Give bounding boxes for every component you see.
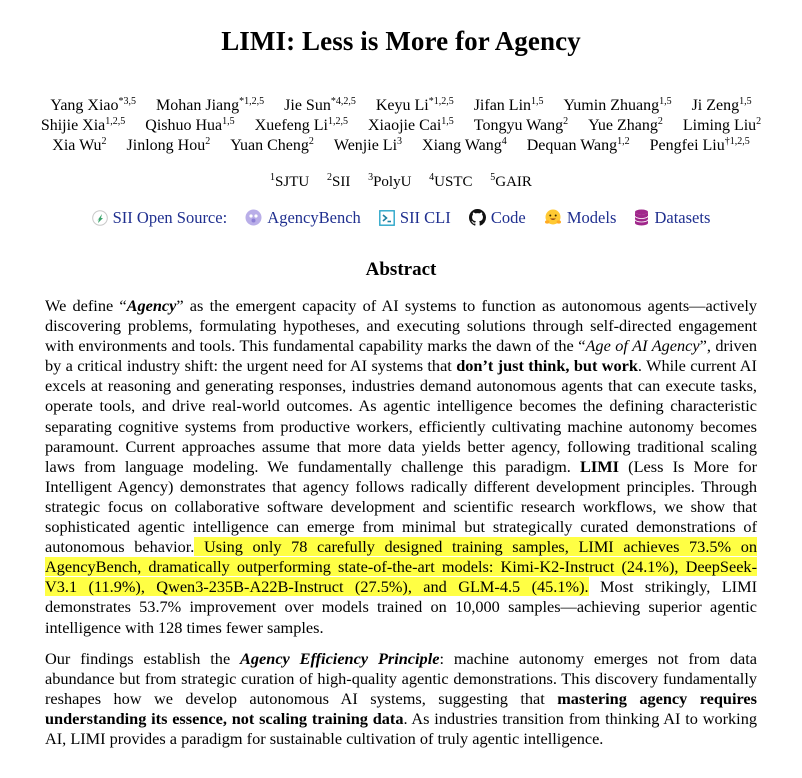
resource-links bbox=[0, 208, 802, 228]
models-link[interactable]: Models bbox=[544, 208, 617, 228]
author: Xia Wu$^2$ bbox=[52, 136, 107, 154]
database-icon bbox=[634, 209, 649, 226]
huggingface-icon bbox=[544, 209, 562, 226]
sii-cli-link[interactable]: SII CLI bbox=[379, 208, 451, 228]
author: Wenjie Li$^3$ bbox=[333, 136, 403, 154]
agencybench-icon bbox=[245, 209, 262, 226]
author: Yumin Zhuang$^{1,5}$ bbox=[563, 96, 672, 114]
datasets-link[interactable]: Datasets bbox=[634, 208, 710, 228]
author: Yue Zhang$^2$ bbox=[588, 116, 663, 134]
highlighted-result: Using only 78 carefully designed training samples, LIMI achieves 73.5% on AgencyBench, dramatically outperforming state-of-the-art models: Kimi-K2-Instruct (24.1%), DeepSeek-V3.1 (11.9%), Qwen3-235B-A22B-Instruct (27.5%), and GLM-4.5 (45.1%). bbox=[45, 537, 758, 597]
abstract-paragraph-1: We define “Agency” as the emergent capacity of AI systems to function as autonomous agents—actively discovering problems, formulating hypotheses, and executing solutions through self-directed engagement with environments and tools. This fundamental capability marks the dawn of the “Age of AI Agency”, driven by a critical industry shift: the urgent need for AI systems that don’t just think, but work. While current AI excels at reasoning and generating responses, industries demand autonomous agents that can execute tasks, operate tools, and drive real-world outcomes. As agentic intelligence becomes the defining characteristic separating cognitive systems from productive workers, efficiently cultivating machine autonomy becomes paramount. Current approaches assume that more data yields better agency, following traditional scaling laws from language modeling. We fundamentally challenge this paradigm. LIMI (Less Is More for Intelligent Agency) demonstrates that agency follows radically different development principles. Through strategic focus on collaborative software development and scientific research workflows, we show that sophisticated agentic intelligence can emerge from minimal but strategically curated demonstrations of autonomous behavior. Using only 78 carefully designed training samples, LIMI achieves 73.5% on AgencyBench, dramatically outperforming state-of-the-art models: Kimi-K2-Instruct (24.1%), DeepSeek-V3.1 (11.9%), Qwen3-235B-A22B-Instruct (27.5%), and GLM-4.5 (45.1%). Most strikingly, LIMI demonstrates 53.7% improvement over models trained on 10,000 samples—achieving superior agentic intelligence with 128 times fewer samples. bbox=[45, 296, 758, 637]
paper-title: LIMI: Less is More for Agency bbox=[221, 26, 581, 56]
author: Tongyu Wang$^2$ bbox=[473, 116, 569, 134]
author: Liming Liu$^2$ bbox=[682, 116, 762, 134]
author: Pengfei Liu$^{\dagger 1,2,5}$ bbox=[649, 136, 750, 154]
author: Ji Zeng$^{1,5}$ bbox=[691, 96, 752, 114]
author: Yang Xiao$^{*3,5}$ bbox=[50, 96, 137, 114]
sii-logo-icon bbox=[92, 210, 108, 226]
affiliation-list bbox=[0, 174, 802, 191]
github-icon bbox=[469, 209, 486, 226]
affiliation: $^5$GAIR bbox=[490, 172, 532, 190]
affiliation: $^3$PolyU bbox=[368, 172, 412, 190]
author: Xiaojie Cai$^{1,5}$ bbox=[367, 116, 454, 134]
author: Jie Sun$^{*4,2,5}$ bbox=[284, 96, 356, 114]
agencybench-link[interactable]: AgencyBench bbox=[245, 208, 360, 228]
affiliation: $^1$SJTU bbox=[270, 172, 310, 190]
author: Jifan Lin$^{1,5}$ bbox=[473, 96, 544, 114]
terminal-icon bbox=[379, 210, 395, 226]
author-list bbox=[18, 96, 784, 156]
author: Yuan Cheng$^2$ bbox=[230, 136, 314, 154]
author: Keyu Li$^{*1,2,5}$ bbox=[375, 96, 454, 114]
author: Xiang Wang$^4$ bbox=[422, 136, 507, 154]
author: Mohan Jiang$^{*1,2,5}$ bbox=[156, 96, 265, 114]
code-link[interactable]: Code bbox=[469, 208, 526, 228]
abstract-paragraph-2: Our findings establish the Agency Efficiency Principle: machine autonomy emerges not from data abundance but from strategic curation of high-quality agentic demonstrations. This discovery fundamentally reshapes how we develop autonomous AI systems, suggesting that mastering agency requires understanding its essence, not scaling training data. As industries transition from thinking AI to working AI, LIMI provides a paradigm for sustainable cultivation of truly agentic intelligence. bbox=[45, 649, 757, 749]
abstract-heading: Abstract bbox=[365, 259, 437, 280]
affiliation: $^2$SII bbox=[326, 172, 351, 190]
author: Xuefeng Li$^{1,2,5}$ bbox=[254, 116, 348, 134]
author: Qishuo Hua$^{1,5}$ bbox=[145, 116, 235, 134]
author: Shijie Xia$^{1,2,5}$ bbox=[40, 116, 126, 134]
author: Dequan Wang$^{1,2}$ bbox=[526, 136, 630, 154]
sii-open-source-link[interactable]: SII Open Source: bbox=[92, 208, 228, 228]
author: Jinlong Hou$^2$ bbox=[126, 136, 211, 154]
affiliation: $^4$USTC bbox=[429, 172, 473, 190]
